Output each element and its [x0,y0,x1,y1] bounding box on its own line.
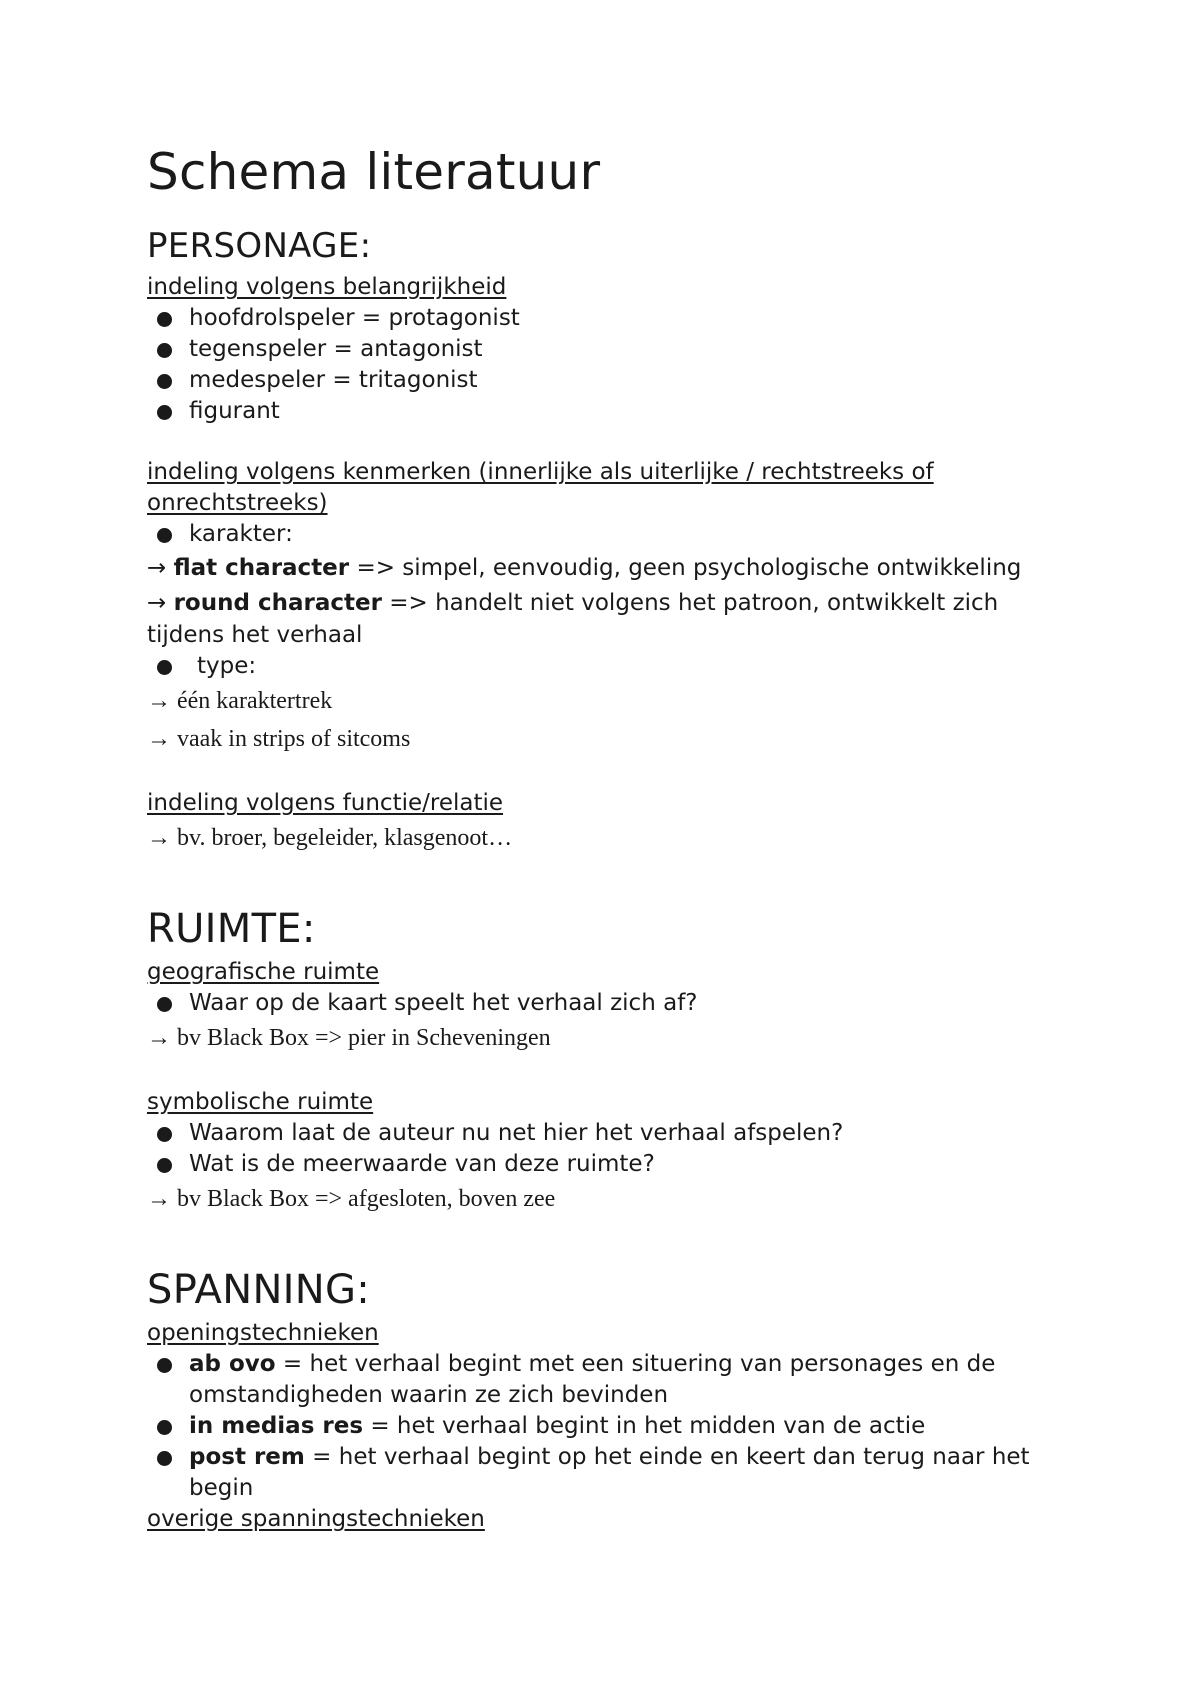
subheading-kenmerken-line1: indeling volgens kenmerken (innerlijke als uiterlijke / rechtstreeks of [147,459,934,485]
bullet-icon [157,312,172,327]
bullet-icon [157,528,172,543]
list-item: medespeler = tritagonist [147,365,1077,396]
list-geografisch [147,988,1077,1019]
section-heading-ruimte: RUIMTE: [147,906,316,952]
list-item: Waar op de kaart speelt het verhaal zich af? [147,988,1077,1019]
flat-character-term: flat character [173,555,350,581]
list-type [147,651,1077,682]
round-character-term: round character [173,590,382,616]
bullet-icon [157,374,172,389]
list-item: figurant [147,396,1077,427]
round-character-continuation: tijdens het verhaal [147,622,363,648]
document-title: Schema literatuur [147,143,601,201]
list-item: post rem = het verhaal begint op het einde en keert dan terug naar het begin [147,1442,1077,1504]
bullet-icon [157,1420,172,1435]
subheading-belangrijkheid: indeling volgens belangrijkheid [147,274,507,300]
geografisch-example: → bv Black Box => pier in Scheveningen [147,1025,551,1051]
list-item: ab ovo = het verhaal begint met een situering van personages en de omstandigheden waarin ze zich bevinden [147,1349,1077,1411]
document-body [147,140,1077,1535]
list-item: type: [147,651,1077,682]
type-line: → één karaktertrek [147,688,333,714]
bullet-icon [157,1358,172,1373]
list-item: in medias res = het verhaal begint in het midden van de actie [147,1411,1077,1442]
bullet-icon [157,343,172,358]
subheading-geografisch: geografische ruimte [147,959,380,985]
bullet-icon [157,1127,172,1142]
bullet-icon [157,997,172,1012]
subheading-opening: openingstechnieken [147,1320,379,1346]
list-symbolisch [147,1118,1077,1180]
list-opening [147,1349,1077,1504]
list-item: karakter: [147,519,1077,550]
subheading-kenmerken-line2: onrechtstreeks) [147,490,328,516]
section-heading-personage: PERSONAGE: [147,226,372,266]
list-item: tegenspeler = antagonist [147,334,1077,365]
list-item: Wat is de meerwaarde van deze ruimte? [147,1149,1077,1180]
list-item: Waarom laat de auteur nu net hier het verhaal afspelen? [147,1118,1077,1149]
subheading-symbolisch: symbolische ruimte [147,1089,374,1115]
symbolisch-example: → bv Black Box => afgesloten, boven zee [147,1186,556,1212]
list-item: hoofdrolspeler = protagonist [147,303,1077,334]
type-line: → vaak in strips of sitcoms [147,726,411,752]
list-karakter [147,519,1077,550]
section-heading-spanning: SPANNING: [147,1267,371,1313]
flat-character-line: → flat character => simpel, eenvoudig, geen psychologische ontwikkeling [147,555,1022,581]
subheading-overige: overige spanningstechnieken [147,1506,485,1532]
round-character-line: → round character => handelt niet volgens het patroon, ontwikkelt zich [147,590,999,616]
subheading-functie: indeling volgens functie/relatie [147,790,504,816]
bullet-icon [157,1451,172,1466]
bullet-icon [157,405,172,420]
bullet-icon [157,660,172,675]
list-belangrijkheid [147,303,1077,427]
functie-example: → bv. broer, begeleider, klasgenoot… [147,825,513,851]
bullet-icon [157,1158,172,1173]
